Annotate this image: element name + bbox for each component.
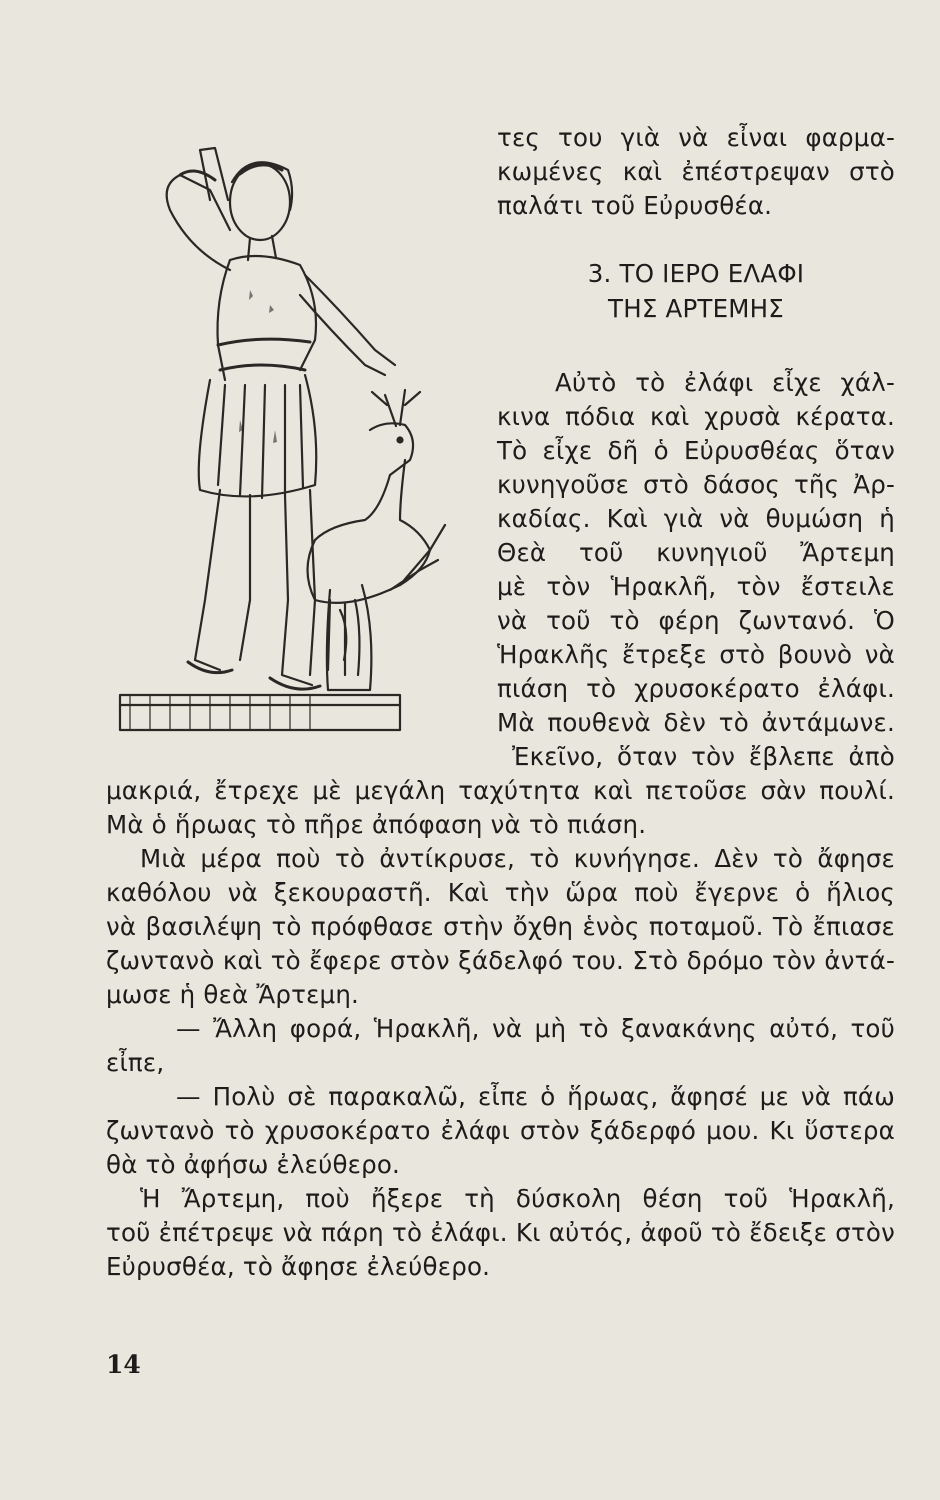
dialogue-line: ζωντανὸ τὸ χρυσοκέρατο ἐλάφι στὸν ξάδερφό μου. Κι ὕστερα [106, 1116, 895, 1145]
text-line: κινα πόδια καὶ χρυσὰ κέρατα. [497, 402, 895, 431]
text-line: μακριά, ἔτρεχε μὲ μεγάλη ταχύτητα καὶ πετοῦσε σὰν πουλί. [106, 776, 895, 805]
text-line: καδίας. Καὶ γιὰ νὰ θυμώση ἡ [497, 504, 895, 533]
section-heading-line-2: ΤΗΣ ΑΡΤΕΜΗΣ [608, 294, 784, 323]
text-line: Ἡ Ἄρτεμη, ποὺ ἤξερε τὴ δύσκολη θέση τοῦ Ἡρακλῆ, [140, 1184, 895, 1213]
dialogue-line: θὰ τὸ ἀφήσω ἐλεύθερο. [106, 1150, 401, 1179]
text-line: μωσε ἡ θεὰ Ἄρτεμη. [106, 980, 360, 1009]
dialogue-line: — Ἄλλη φορά, Ἡρακλῆ, νὰ μὴ τὸ ξανακάνης αὐτό, τοῦ [176, 1014, 895, 1043]
text-line: καθόλου νὰ ξεκουραστῆ. Καὶ τὴν ὥρα ποὺ ἔγερνε ὁ ἥλιος [106, 878, 895, 907]
text-line: παλάτι τοῦ Εὐρυσθέα. [497, 191, 773, 220]
text-line: πιάση τὸ χρυσοκέρατο ἐλάφι. [497, 674, 895, 703]
page-number: 14 [106, 1350, 141, 1379]
dialogue-line: εἶπε, [106, 1048, 165, 1077]
text-line: Μὰ πουθενὰ δὲν τὸ ἀντάμωνε. [497, 708, 895, 737]
text-line: τοῦ ἐπέτρεψε νὰ πάρη τὸ ἐλάφι. Κι αὐτός, ἀφοῦ τὸ ἔδειξε στὸν [106, 1218, 895, 1247]
text-line: ζωντανὸ καὶ τὸ ἔφερε στὸν ξάδελφό του. Στὸ δρόμο τὸν ἀντά- [106, 946, 895, 975]
text-line: Αὐτὸ τὸ ἐλάφι εἶχε χάλ- [555, 368, 895, 397]
text-line: Μιὰ μέρα ποὺ τὸ ἀντίκρυσε, τὸ κυνήγησε. Δὲν τὸ ἄφησε [140, 844, 895, 873]
text-line: κυνηγοῦσε στὸ δάσος τῆς Ἀρ- [497, 470, 895, 499]
text-line: μὲ τὸν Ἡρακλῆ, τὸν ἔστειλε [497, 572, 895, 601]
artemis-with-deer-illustration [100, 130, 480, 750]
text-line: Ἡρακλῆς ἔτρεξε στὸ βουνὸ νὰ [497, 640, 895, 669]
text-line: Τὸ εἶχε δῆ ὁ Εὐρυσθέας ὅταν [497, 436, 895, 465]
text-line: Εὐρυσθέα, τὸ ἄφησε ἐλεύθερο. [106, 1252, 491, 1281]
text-line: κωμένες καὶ ἐπέστρεψαν στὸ [497, 157, 895, 186]
text-line: νὰ βασιλέψη τὸ πρόφθασε στὴν ὄχθη ἑνὸς ποταμοῦ. Τὸ ἔπιασε [106, 912, 895, 941]
text-line: Θεὰ τοῦ κυνηγιοῦ Ἄρτεμη [497, 538, 895, 567]
section-heading-line-1: 3. ΤΟ ΙΕΡΟ ΕΛΑΦΙ [587, 259, 805, 288]
text-line: Ἐκεῖνο, ὅταν τὸν ἔβλεπε ἀπὸ [512, 742, 895, 771]
text-line: Μὰ ὁ ἥρωας τὸ πῆρε ἀπόφαση νὰ τὸ πιάση. [106, 810, 647, 839]
dialogue-line: — Πολὺ σὲ παρακαλῶ, εἶπε ὁ ἥρωας, ἄφησέ με νὰ πάω [176, 1082, 895, 1111]
text-line: τες του γιὰ νὰ εἶναι φαρμα- [497, 123, 895, 152]
text-line: νὰ τοῦ τὸ φέρη ζωντανό. Ὁ [497, 606, 895, 635]
